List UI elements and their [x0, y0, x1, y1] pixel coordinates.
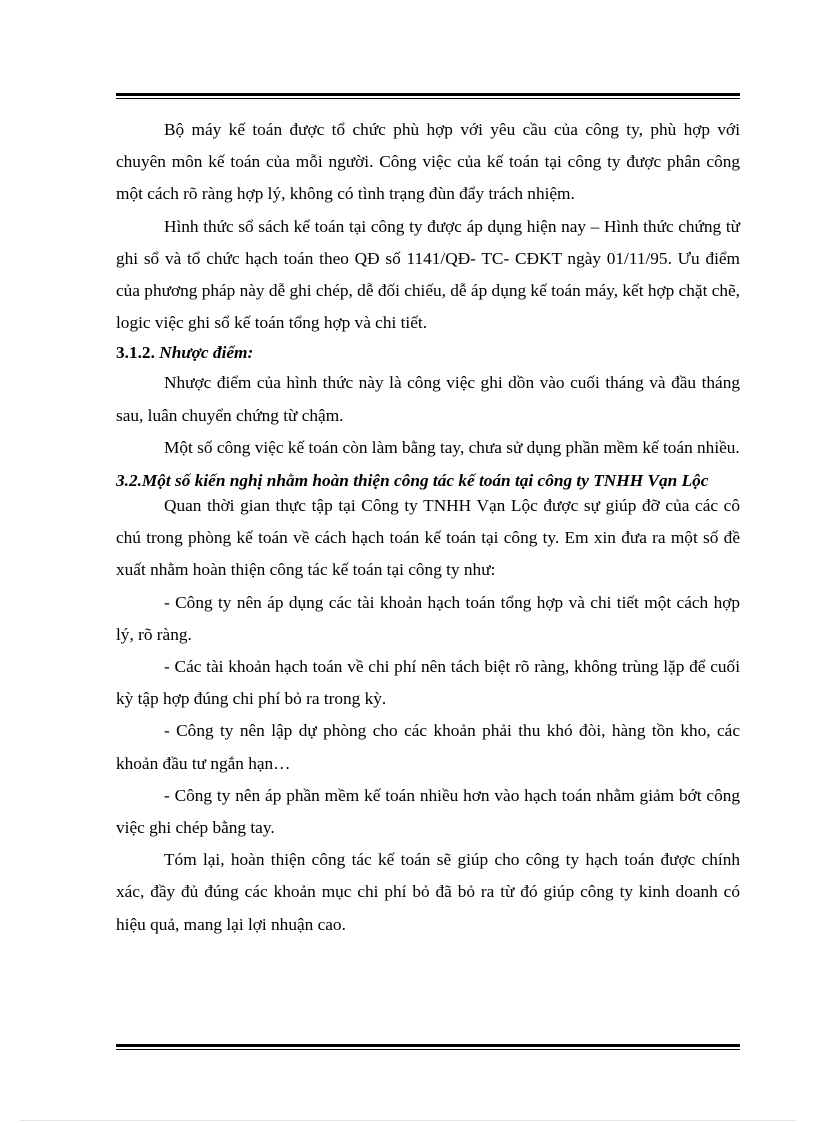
section-heading-3-1-2	[116, 339, 740, 367]
list-item: - Công ty nên áp phần mềm kế toán nhiều hơn vào hạch toán nhằm giảm bớt công việc ghi chép bằng tay.	[116, 785, 740, 838]
header-double-rule	[116, 93, 740, 99]
paragraph-recommendation-intro: Quan thời gian thực tập tại Công ty TNHH Vạn Lộc được sự giúp đỡ của các cô chú trong phòng kế toán về cách hạch toán kế toán tại công ty. Em xin đưa ra một số đề xuất nhằm hoàn thiện công tác kế toán tại công ty như:	[116, 496, 740, 580]
paragraph-disadvantage-2: Một số công việc kế toán còn làm bằng tay, chưa sử dụng phần mềm kế toán nhiều.	[164, 437, 740, 457]
paragraph-conclusion: Tóm lại, hoàn thiện công tác kế toán sẽ giúp cho công ty hạch toán được chính xác, đầy đủ đúng các khoản mục chi phí bỏ đã bỏ ra từ đó giúp công ty kinh doanh có hiệu quả, mang lại lợi nhuận cao.	[116, 850, 740, 934]
list-item: - Các tài khoản hạch toán về chi phí nên tách biệt rõ ràng, không trùng lặp để cuối kỳ tập hợp đúng chi phí bỏ ra trong kỳ.	[116, 657, 740, 709]
section-heading-3-2: 3.2.Một số kiến nghị nhằm hoàn thiện công tác kế toán tại công ty TNHH Vạn Lộc	[116, 471, 709, 491]
paragraph-disadvantage-1: Nhược điểm của hình thức này là công việc ghi dồn vào cuối tháng và đầu tháng sau, luân chuyển chứng từ chậm.	[116, 373, 740, 425]
list-item: - Công ty nên áp dụng các tài khoản hạch toán tổng hợp và chi tiết một cách hợp lý, rõ ràng.	[116, 592, 740, 644]
section-title: Nhược điểm:	[159, 343, 254, 363]
document-body	[116, 114, 740, 941]
paragraph-organization: Bộ máy kế toán được tổ chức phù hợp với yêu cầu của công ty, phù hợp với chuyên môn kế toán của mỗi người. Công việc của kế toán tại công ty được phân công một cách rõ ràng hợp lý, không có tình trạng đùn đẩy trách nhiệm.	[116, 120, 740, 204]
paragraph-bookkeeping-form: Hình thức sổ sách kế toán tại công ty được áp dụng hiện nay – Hình thức chứng từ ghi sổ và tổ chức hạch toán theo QĐ số 1141/QĐ- TC- CĐKT ngày 01/11/95. Ưu điểm của phương pháp này dễ ghi chép, dễ đối chiếu, dễ áp dụng kế toán máy, kết hợp chặt chẽ, logic việc ghi sổ kế toán tổng hợp và chi tiết.	[116, 216, 740, 333]
page-edge-dotted-line	[20, 1120, 796, 1121]
list-item: - Công ty nên lập dự phòng cho các khoản phải thu khó đòi, hàng tồn kho, các khoản đầu tư ngắn hạn…	[116, 721, 740, 773]
footer-double-rule	[116, 1044, 740, 1050]
section-number: 3.1.2.	[116, 343, 155, 363]
